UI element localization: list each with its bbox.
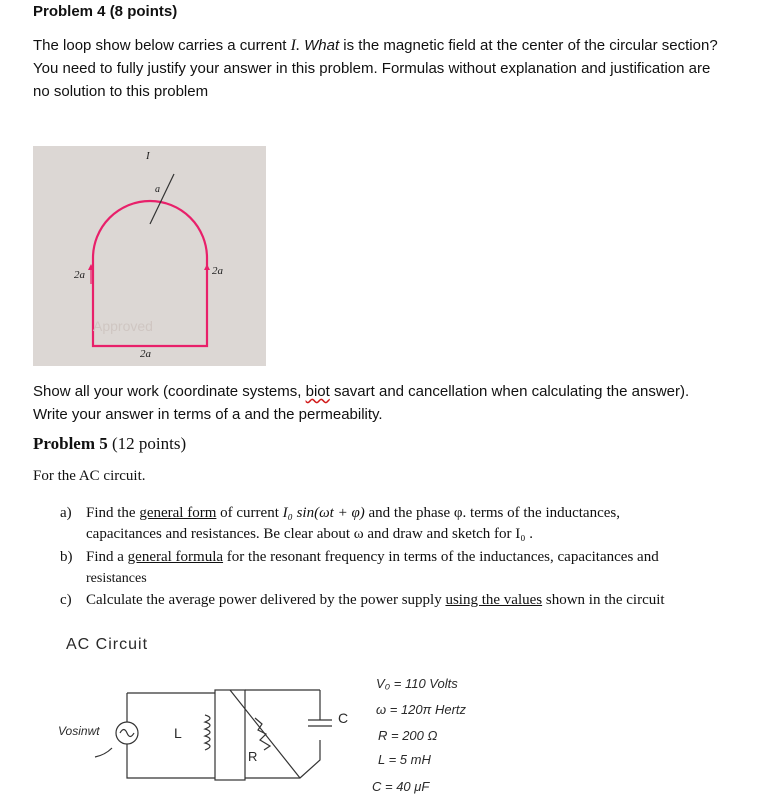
statement-line-2: You need to fully justify your answer in this problem. Formulas without explanation and justification are (33, 60, 711, 77)
problem-5-intro: For the AC circuit. (33, 468, 146, 484)
capacitor-label: C (338, 710, 349, 726)
question-text (86, 503, 736, 545)
instructions-text: savart and cancellation when calculating the answer). (329, 383, 690, 400)
inductor-coil (205, 715, 210, 750)
ac-source-wave (120, 730, 134, 737)
question-text-part: shown in the circuit (542, 592, 665, 608)
question-text-part: for the resonant frequency in terms of the inductances, capacitances and (223, 549, 659, 565)
question-text (86, 590, 736, 611)
wire-top-right (245, 690, 320, 720)
question-text-part: Find the (86, 505, 140, 521)
bottom-side-label: 2a (140, 348, 151, 360)
question-c (60, 590, 740, 612)
radius-line (150, 174, 174, 224)
current-expression: I₀ sin(ωt + φ) (282, 505, 365, 521)
value-resistance: R = 200 Ω (378, 728, 438, 743)
question-text-line-2: resistances (86, 571, 147, 586)
source-pointer-arrow (95, 748, 112, 757)
problem-5-title (33, 434, 186, 454)
question-marker: b) (60, 549, 73, 565)
radius-label: a (155, 184, 160, 195)
circuit-heading: AC Circuit (66, 636, 149, 653)
value-omega: ω = 120π Hertz (376, 702, 467, 717)
left-side-label: 2a (74, 269, 85, 281)
statement-text-italic: What (299, 37, 340, 54)
question-marker: c) (60, 592, 72, 608)
statement-line-1 (33, 34, 753, 57)
resistor-label: R (248, 749, 258, 764)
problem-4-title: Problem 4 (8 points) (33, 3, 178, 20)
current-label: I (146, 150, 150, 162)
question-text-part: Calculate the average power delivered by the power supply (86, 592, 446, 608)
instructions (33, 380, 753, 426)
right-side-label: 2a (212, 265, 223, 277)
underlined-phrase: general formula (127, 549, 224, 565)
loop-diagram (33, 146, 266, 366)
instructions-line-2: Write your answer in terms of a and the permeability. (33, 406, 383, 423)
problem-5-title-bold: Problem 5 (33, 434, 108, 453)
faded-watermark-text: Approved (93, 318, 153, 334)
question-text (86, 547, 736, 589)
resistor-zigzag (255, 718, 270, 750)
underlined-phrase: using the values (445, 592, 543, 608)
question-text-part: of current (216, 505, 283, 521)
problem-4-statement (33, 34, 753, 103)
question-text-part: and the phase φ. terms of the inductances, (364, 505, 620, 521)
question-marker: a) (60, 505, 72, 521)
question-b (60, 547, 740, 591)
loop-figure (33, 146, 266, 366)
source-label: Vosinwt (58, 724, 100, 738)
current-variable: I. (290, 37, 300, 54)
problem-5-points: (12 points) (107, 434, 187, 453)
value-voltage: V₀ = 110 Volts (376, 676, 458, 691)
right-arrowhead (204, 264, 210, 270)
instructions-line-1 (33, 380, 753, 403)
question-text-line-2: capacitances and resistances. Be clear about ω and draw and sketch for I₀ . (86, 526, 533, 542)
question-a (60, 503, 740, 547)
value-capacitance: C = 40 μF (372, 779, 430, 794)
underlined-phrase: general form (139, 505, 217, 521)
wire-left (127, 693, 215, 778)
inductor-label: L (174, 725, 182, 741)
instructions-text: Show all your work (coordinate systems, (33, 383, 306, 400)
spell-flag-word: biot (305, 383, 330, 400)
statement-text: The loop show below carries a current (33, 37, 291, 54)
statement-line-3: no solution to this problem (33, 83, 209, 100)
statement-text: is the magnetic field at the center of the circular section? (339, 37, 718, 54)
question-text-part: Find a (86, 549, 128, 565)
value-inductance: L = 5 mH (378, 752, 431, 767)
